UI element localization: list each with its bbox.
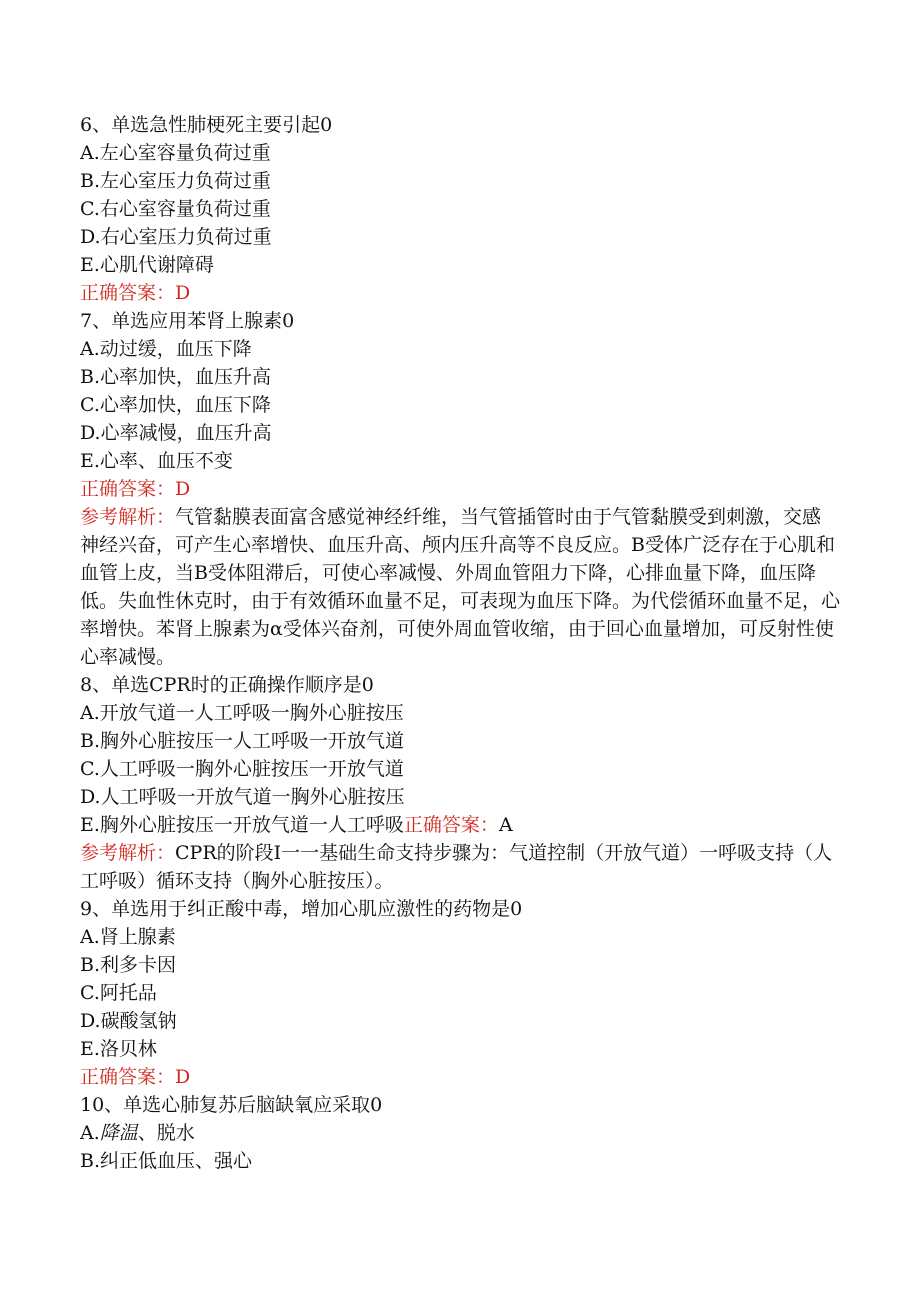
question-8-option-a: A.开放气道一人工呼吸一胸外心脏按压: [80, 702, 404, 724]
question-6-option-c: C.右心室容量负荷过重: [80, 198, 271, 220]
question-7-option-d: D.心率减慢，血压升高: [80, 422, 272, 444]
answer-label: 正确答案：: [80, 478, 176, 500]
question-9-stem: 9、单选用于纠正酸中毒，增加心肌应激性的药物是0: [80, 898, 523, 920]
question-8-option-e: E.胸外心脏按压一开放气道一人工呼吸: [80, 814, 404, 836]
question-9-option-c: C.阿托品: [80, 982, 157, 1004]
question-10-option-a: [80, 1119, 840, 1147]
answer-value: D: [175, 1066, 191, 1088]
analysis-label: 参考解析：: [80, 842, 176, 864]
answer-label: 正确答案：: [80, 1066, 176, 1088]
question-9-option-d: D.碳酸氢钠: [80, 1010, 177, 1032]
question-10-option-b: B.纠正低血压、强心: [80, 1150, 253, 1172]
question-7-option-b: B.心率加快，血压升高: [80, 366, 272, 388]
answer-label: 正确答案：: [403, 814, 499, 836]
question-6-option-e: E.心肌代谢障碍: [80, 254, 214, 276]
analysis-text: 气管黏膜表面富含感觉神经纤维，当气管插管时由于气管黏膜受到刺激，交感神经兴奋，可产生心率增快、血压升高、颅内压升高等不良反应。B受体广泛存在于心肌和血管上皮，当B受体阻滞后，可使心率减慢、外周血管阻力下降，心排血量下降，血压降低。失血性休克时，由于有效循环血量不足，可表现为血压下降。为代偿循环血量不足，心率增快。苯肾上腺素为α受体兴奋剂，可使外周血管收缩，由于回心血量增加，可反射性使心率减慢。: [80, 506, 841, 668]
answer-value: D: [175, 478, 191, 500]
question-7-analysis: [80, 503, 840, 671]
question-6-stem: 6、单选急性肺梗死主要引起0: [80, 114, 333, 136]
question-6-option-a: A.左心室容量负荷过重: [80, 142, 271, 164]
question-9-answer: [80, 1063, 840, 1091]
question-8-option-c: C.人工呼吸一胸外心脏按压一开放气道: [80, 758, 404, 780]
question-7-option-a: A.动过缓，血压下降: [80, 338, 252, 360]
question-6-answer: [80, 279, 840, 307]
question-7-option-c: C.心率加快，血压下降: [80, 394, 271, 416]
question-7-stem: 7、单选应用苯肾上腺素0: [80, 310, 295, 332]
question-8-option-d: D.人工呼吸一开放气道一胸外心脏按压: [80, 786, 405, 808]
question-7-option-e: E.心率、血压不变: [80, 450, 233, 472]
analysis-label: 参考解析：: [80, 506, 176, 528]
document-page: [80, 111, 840, 1175]
question-8-option-e-with-answer: [80, 811, 840, 839]
option-prefix: A.: [80, 1122, 100, 1144]
question-6-option-d: D.右心室压力负荷过重: [80, 226, 272, 248]
option-italic-term: 降温: [99, 1122, 138, 1144]
question-9-option-b: B.利多卡因: [80, 954, 177, 976]
answer-value: A: [498, 814, 513, 836]
question-8-analysis: [80, 839, 840, 895]
answer-value: D: [175, 282, 191, 304]
question-6-option-b: B.左心室压力负荷过重: [80, 170, 272, 192]
question-9-option-e: E.洛贝林: [80, 1038, 157, 1060]
question-9-option-a: A.肾上腺素: [80, 926, 176, 948]
question-7-answer: [80, 475, 840, 503]
analysis-text: CPR的阶段I一一基础生命支持步骤为：气道控制（开放气道）一呼吸支持（人工呼吸）循环支持（胸外心脏按压）。: [80, 842, 833, 892]
option-rest: 、脱水: [137, 1122, 195, 1144]
answer-label: 正确答案：: [80, 282, 176, 304]
question-8-option-b: B.胸外心脏按压一人工呼吸一开放气道: [80, 730, 405, 752]
question-10-stem: 10、单选心肺复苏后脑缺氧应采取0: [80, 1094, 383, 1116]
question-8-stem: 8、单选CPR时的正确操作顺序是0: [80, 674, 374, 696]
